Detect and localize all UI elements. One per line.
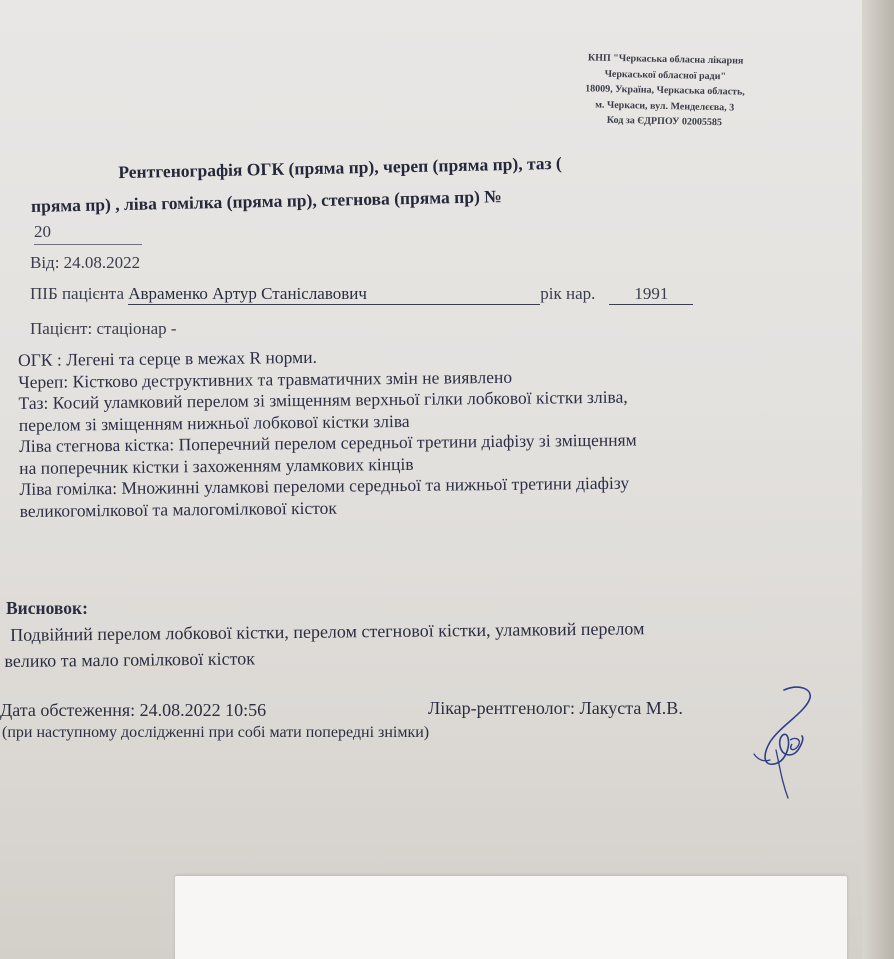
patient-type: Пацієнт: стаціонар - <box>30 319 177 338</box>
conclusion-text <box>4 613 864 674</box>
header-line: 18009, Україна, Черкаська область, <box>585 83 745 98</box>
followup-note: (при наступному дослідженні при собі мати попередні знімки) <box>2 724 430 741</box>
header-line: Черкаської обласної ради" <box>604 68 727 82</box>
header-line: Код за ЄДРПОУ 02005585 <box>606 114 723 129</box>
title-line-2: пряма пр) , ліва гомілка (пряма пр), стегнова (пряма пр) № <box>30 186 502 216</box>
patient-name-row <box>30 284 693 305</box>
conclusion-line-1: Подвійний перелом лобкової кістки, перелом стегнової кістки, уламковий перелом <box>10 618 645 645</box>
header-line: КНП "Черкаська обласна лікарня <box>587 52 744 67</box>
finding-line: Ліва стегнова кістка: Поперечний перелом середньої третини діафізу зі зміщенням <box>18 429 637 456</box>
paper-edge <box>862 0 894 959</box>
patient-name-label: ПІБ пацієнта <box>30 284 129 303</box>
document-title <box>30 143 731 222</box>
birth-year-value: 1991 <box>609 284 693 305</box>
finding-line: Череп: Кістково деструктивних та травматичних змін не виявлено <box>18 366 513 392</box>
finding-line: ОГК : Легені та серце в межах R норми. <box>18 346 318 370</box>
conclusion-line-2: велико та мало гомілкової кісток <box>4 648 256 671</box>
finding-line: Ліва гомілка: Множинні уламкові переломи середньої та нижньої третини діафізу <box>19 472 630 499</box>
title-line-1: Рентгенографія ОГК (пряма пр), череп (пряма пр), таз ( <box>118 152 562 183</box>
finding-line: великогомілкової та малогомілкової кісток <box>19 497 337 521</box>
exam-date: Дата обстеження: 24.08.2022 10:56 <box>0 700 267 720</box>
header-line: м. Черкаси, вул. Менделєєва, 3 <box>595 99 735 113</box>
finding-line: на поперечник кістки і захоженням уламкових кінців <box>19 453 414 478</box>
hospital-header <box>539 49 791 132</box>
record-date: Від: 24.08.2022 <box>30 253 141 272</box>
paper-sticker <box>175 876 847 959</box>
record-number: 20 <box>34 222 142 245</box>
doctor-name: Лікар-рентгенолог: Лакуста М.В. <box>428 698 683 718</box>
finding-line: перелом зі зміщенням нижньої лобкової кістки зліва <box>18 410 410 435</box>
findings-block <box>18 341 860 522</box>
conclusion-label: Висновок: <box>6 598 88 618</box>
signature-image <box>740 680 830 800</box>
patient-name-value: Авраменко Артур Станіславович <box>128 284 540 305</box>
birth-year-label: рік нар. <box>540 284 596 303</box>
finding-line: Таз: Косий уламковий перелом зі зміщенням верхньої гілки лобкової кістки зліва, <box>18 386 628 413</box>
